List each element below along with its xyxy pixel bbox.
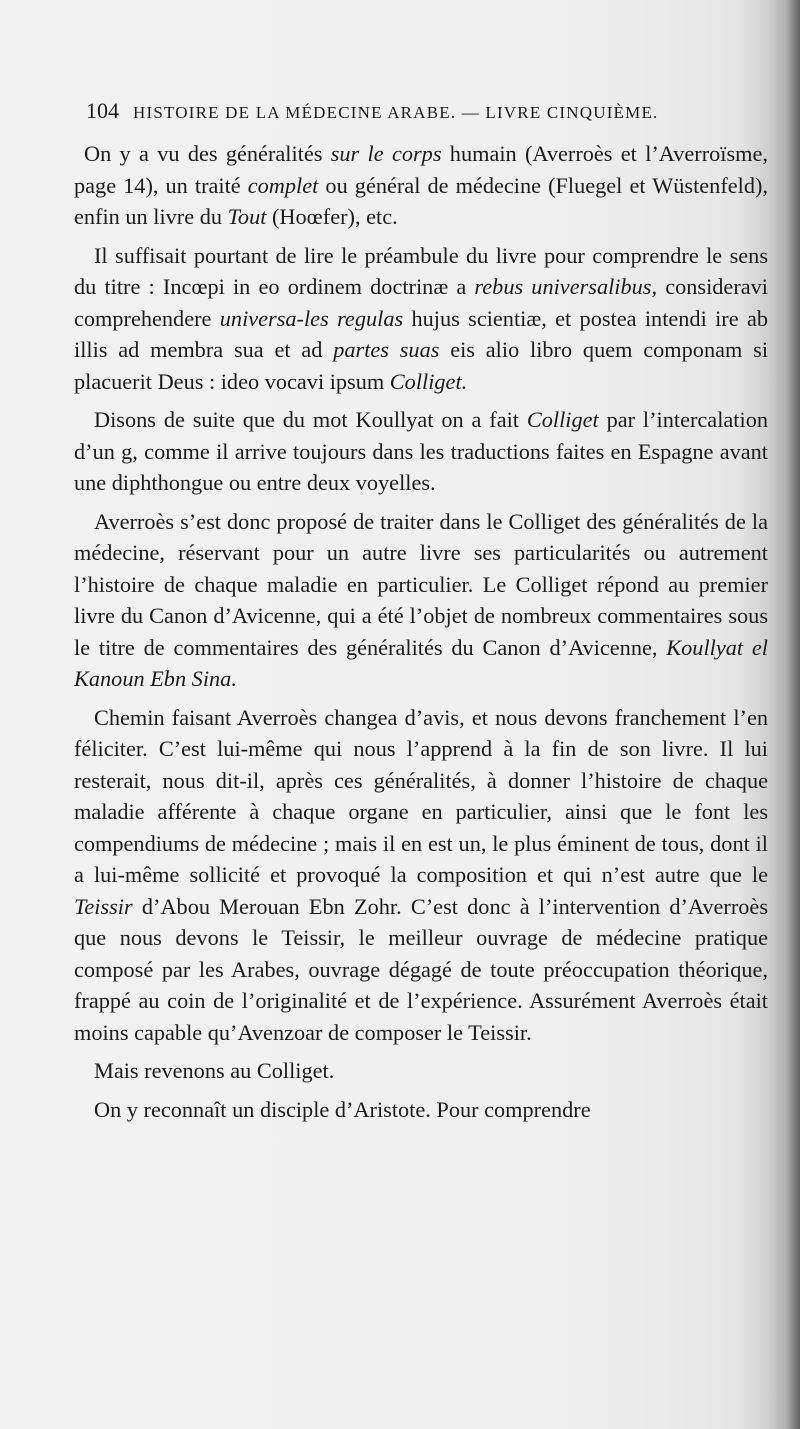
- italic-text: universa-les regulas: [219, 305, 404, 331]
- text-run: Mais revenons au Colliget.: [94, 1058, 335, 1083]
- text-run: eis alio libro quem componam si placuerit Deus : ideo vocavi ipsum: [74, 337, 769, 394]
- text-run: Chemin faisant Averroès changea d’avis, et nous devons franchement l’en féliciter. C’est lui-même qui nous l’apprend à la fin de son livre. Il lui resterait, nous dit-il, après ces généralités, à donner l’histoire de chaque maladie afférente à chaque organe en particulier, ainsi que le font les compendiums de médecine ; mais il en est un, le plus éminent de tous, dont il a lui-même sollicité et provoqué la composition et qui n’est autre que le: [74, 704, 768, 887]
- body-text: [74, 138, 768, 1125]
- text-run: humain (Averroès et l’Averroïsme, page 14), un traité: [74, 141, 768, 198]
- text-run: consideravi comprehendere: [74, 274, 768, 331]
- text-run: Il suffisait pourtant de lire le préambule du livre pour comprendre le sens du titre : Incœpi in eo ordinem doctrinæ a: [74, 242, 768, 299]
- italic-text: Teissir: [74, 893, 133, 919]
- text-run: ou général de médecine (Fluegel et Wüstenfeld), enfin un livre du: [74, 172, 768, 229]
- text-run: Averroès s’est donc proposé de traiter dans le Colliget des généralités de la médecine, réservant pour un autre livre ses particularités ou autrement l’histoire de chaque maladie en particulier. Le Colliget répond au premier livre du Canon d’Avicenne, qui a été l’objet de nombreux commentaires sous le titre de commentaires des généralités du Canon d’Avicenne,: [74, 508, 768, 660]
- text-run: hujus scientiæ, et postea intendi ire ab illis ad membra sua et ad: [74, 305, 769, 362]
- italic-text: partes suas: [333, 337, 440, 362]
- paragraph: [74, 1055, 768, 1087]
- paragraph: [74, 404, 768, 499]
- text-run: Disons de suite que du mot Koullyat on a fait: [94, 407, 527, 432]
- italic-text: complet: [247, 172, 319, 198]
- page-number: 104: [86, 98, 119, 123]
- text-run: d’Abou Merouan Ebn Zohr. C’est donc à l’intervention d’Averroès que nous devons le Teissir, le meilleur ouvrage de médecine pratique composé par les Arabes, ouvrage dégagé de toute préoccupation théorique, frappé au coin de l’originalité et de l’expérience. Assurément Averroès était moins capable qu’Avenzoar de composer le Teissir.: [74, 893, 768, 1045]
- paragraph: [74, 506, 768, 695]
- text-run: On y reconnaît un disciple d’Aristote. Pour comprendre: [94, 1096, 591, 1122]
- italic-text: Koullyat el Kanoun Ebn Sina.: [74, 634, 768, 691]
- italic-text: Colliget.: [389, 368, 468, 394]
- italic-text: rebus universalibus,: [474, 274, 658, 299]
- italic-text: Tout: [227, 204, 267, 229]
- paragraph: [74, 1094, 768, 1126]
- italic-text: Colliget: [526, 407, 599, 432]
- text-run: On y a vu des généralités: [84, 141, 331, 166]
- running-header: [86, 98, 736, 124]
- running-title: HISTOIRE DE LA MÉDECINE ARABE. — LIVRE CINQUIÈME.: [133, 103, 659, 122]
- text-run: (Hoœfer), etc.: [266, 204, 398, 229]
- text-run: par l’intercalation d’un g, comme il arrive toujours dans les traductions faites en Espagne avant une diphthongue ou entre deux voyelles.: [74, 407, 768, 495]
- italic-text: sur le corps: [330, 141, 442, 166]
- paragraph: [74, 138, 768, 233]
- paragraph: [74, 702, 768, 1049]
- paragraph: [74, 240, 768, 398]
- page-edge-shadow: [786, 0, 800, 1429]
